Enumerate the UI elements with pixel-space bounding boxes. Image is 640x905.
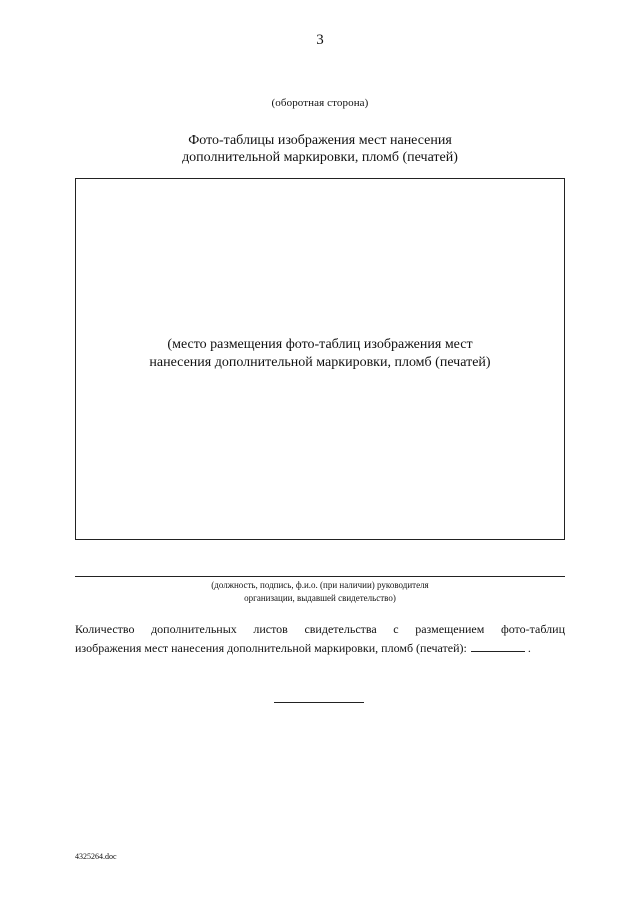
extra-sheets-word: листов bbox=[253, 622, 288, 636]
photo-placeholder-text bbox=[76, 336, 564, 372]
extra-sheets-line-2-text: изображения мест нанесения дополнительной маркировки, пломб (печатей): bbox=[75, 641, 467, 655]
photo-placeholder-line-2: нанесения дополнительной маркировки, пломб (печатей) bbox=[149, 355, 491, 370]
signature-caption bbox=[75, 579, 565, 605]
reverse-side-label: (оборотная сторона) bbox=[271, 97, 369, 109]
extra-sheets-line-2 bbox=[75, 639, 565, 658]
signature-caption-line-2: организации, выдавшей свидетельство) bbox=[244, 593, 396, 603]
extra-sheets-word: с bbox=[393, 622, 399, 636]
section-title-line-2: дополнительной маркировки, пломб (печатей) bbox=[182, 150, 458, 165]
extra-sheets-word: Количество bbox=[75, 622, 135, 636]
signature-line bbox=[75, 576, 565, 577]
extra-sheets-line-2-end: . bbox=[527, 641, 531, 655]
extra-sheets-word: размещением bbox=[415, 622, 485, 636]
photo-placeholder-line-1: (место размещения фото-таблиц изображения мест bbox=[167, 337, 473, 352]
extra-sheets-word: свидетельства bbox=[304, 622, 377, 636]
page-number: 3 bbox=[316, 32, 324, 48]
separator-rule bbox=[274, 702, 364, 703]
extra-sheets-word: дополнительных bbox=[151, 622, 237, 636]
extra-sheets-line-1 bbox=[75, 620, 565, 639]
extra-sheets-count-blank bbox=[471, 641, 525, 652]
photo-table-box bbox=[75, 178, 565, 540]
section-title bbox=[0, 132, 640, 166]
extra-sheets-word: фото-таблиц bbox=[500, 622, 565, 636]
signature-caption-line-1: (должность, подпись, ф.и.о. (при наличии) руководителя bbox=[211, 580, 429, 590]
extra-sheets-count-paragraph bbox=[75, 620, 565, 658]
section-title-line-1: Фото-таблицы изображения мест нанесения bbox=[188, 133, 452, 148]
document-id: 4325264.doc bbox=[75, 852, 117, 861]
